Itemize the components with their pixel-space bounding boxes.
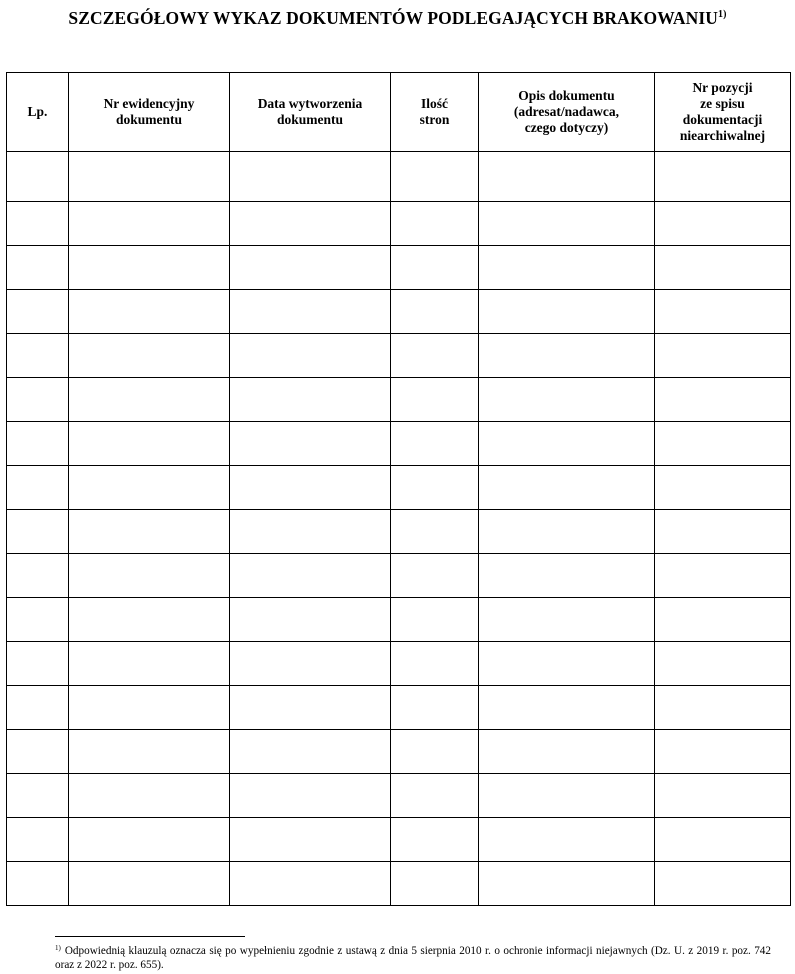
table-row — [7, 642, 791, 686]
table-cell[interactable] — [230, 246, 391, 290]
table-cell[interactable] — [230, 686, 391, 730]
table-cell[interactable] — [655, 774, 791, 818]
disposal-documents-table — [6, 72, 791, 906]
table-row — [7, 290, 791, 334]
table-cell[interactable] — [69, 730, 230, 774]
table-cell[interactable] — [69, 202, 230, 246]
table-cell[interactable] — [7, 730, 69, 774]
table-cell[interactable] — [7, 598, 69, 642]
table-cell[interactable] — [391, 730, 479, 774]
footnote — [55, 941, 771, 972]
table-cell[interactable] — [655, 510, 791, 554]
table-cell[interactable] — [479, 334, 655, 378]
table-cell[interactable] — [479, 466, 655, 510]
table-cell[interactable] — [655, 642, 791, 686]
table-row — [7, 774, 791, 818]
table-cell[interactable] — [230, 334, 391, 378]
table-cell[interactable] — [391, 290, 479, 334]
table-cell[interactable] — [479, 378, 655, 422]
table-row — [7, 510, 791, 554]
header-lp — [7, 73, 69, 152]
table-cell[interactable] — [230, 152, 391, 202]
table-cell[interactable] — [479, 598, 655, 642]
table-header-row — [7, 73, 791, 152]
title-footnote-marker: 1) — [718, 9, 727, 20]
table-cell[interactable] — [7, 152, 69, 202]
table-cell[interactable] — [69, 290, 230, 334]
table-cell[interactable] — [479, 422, 655, 466]
table-cell[interactable] — [655, 246, 791, 290]
table-cell[interactable] — [391, 378, 479, 422]
header-line: czego dotyczy) — [524, 120, 609, 135]
table-cell[interactable] — [655, 378, 791, 422]
table-cell[interactable] — [655, 862, 791, 906]
table-cell[interactable] — [7, 422, 69, 466]
table-cell[interactable] — [391, 466, 479, 510]
table-cell[interactable] — [230, 642, 391, 686]
table-cell[interactable] — [230, 510, 391, 554]
header-line: Nr pozycji — [692, 80, 753, 95]
table-cell[interactable] — [391, 862, 479, 906]
table-cell[interactable] — [230, 466, 391, 510]
table-cell[interactable] — [7, 334, 69, 378]
table-cell[interactable] — [479, 862, 655, 906]
table-cell[interactable] — [479, 246, 655, 290]
table-cell[interactable] — [7, 378, 69, 422]
table-cell[interactable] — [69, 378, 230, 422]
table-row — [7, 466, 791, 510]
table-row — [7, 152, 791, 202]
table-row — [7, 686, 791, 730]
table-cell[interactable] — [391, 152, 479, 202]
header-line: Ilość — [421, 96, 448, 111]
table-cell[interactable] — [479, 818, 655, 862]
table-cell[interactable] — [391, 554, 479, 598]
table-cell[interactable] — [391, 334, 479, 378]
header-line: Nr ewidencyjny — [103, 96, 195, 111]
footnote-divider — [55, 936, 245, 937]
table-row — [7, 422, 791, 466]
table-cell[interactable] — [69, 686, 230, 730]
table-row — [7, 334, 791, 378]
header-line: stron — [419, 112, 450, 127]
table-cell[interactable] — [479, 686, 655, 730]
table-cell[interactable] — [479, 290, 655, 334]
table-cell[interactable] — [69, 152, 230, 202]
table-cell[interactable] — [479, 642, 655, 686]
header-line: dokumentu — [276, 112, 344, 127]
table-cell[interactable] — [69, 422, 230, 466]
table-row — [7, 554, 791, 598]
table-cell[interactable] — [230, 862, 391, 906]
header-line: Data wytworzenia — [257, 96, 363, 111]
table-cell[interactable] — [479, 152, 655, 202]
table-cell[interactable] — [230, 554, 391, 598]
header-opis-dokumentu — [479, 73, 655, 152]
table-cell[interactable] — [655, 598, 791, 642]
table-cell[interactable] — [391, 642, 479, 686]
table-cell[interactable] — [7, 466, 69, 510]
table-cell[interactable] — [230, 290, 391, 334]
table-cell[interactable] — [391, 598, 479, 642]
table-cell[interactable] — [7, 862, 69, 906]
table-cell[interactable] — [69, 818, 230, 862]
table-cell[interactable] — [7, 554, 69, 598]
footnote-marker: 1) — [55, 944, 61, 952]
table-cell[interactable] — [69, 642, 230, 686]
table-cell[interactable] — [479, 554, 655, 598]
header-nr-pozycji — [655, 73, 791, 152]
table-cell[interactable] — [655, 686, 791, 730]
table-cell[interactable] — [479, 730, 655, 774]
table-cell[interactable] — [391, 202, 479, 246]
table-cell[interactable] — [655, 202, 791, 246]
header-line: Lp. — [27, 104, 48, 119]
table-cell[interactable] — [69, 466, 230, 510]
table-body — [7, 152, 791, 906]
page-title — [0, 8, 795, 29]
table-cell[interactable] — [69, 510, 230, 554]
table-cell[interactable] — [230, 202, 391, 246]
table-cell[interactable] — [69, 246, 230, 290]
table-cell[interactable] — [7, 246, 69, 290]
table-cell[interactable] — [69, 598, 230, 642]
table-cell[interactable] — [230, 378, 391, 422]
table-cell[interactable] — [69, 334, 230, 378]
table-row — [7, 598, 791, 642]
table-cell[interactable] — [230, 818, 391, 862]
table-cell[interactable] — [7, 686, 69, 730]
header-ilosc-stron — [391, 73, 479, 152]
table-cell[interactable] — [391, 774, 479, 818]
table-cell[interactable] — [7, 818, 69, 862]
table-cell[interactable] — [7, 202, 69, 246]
table-cell[interactable] — [230, 730, 391, 774]
table-cell[interactable] — [230, 422, 391, 466]
table-cell[interactable] — [655, 554, 791, 598]
table-cell[interactable] — [7, 774, 69, 818]
header-line: dokumentacji — [682, 112, 763, 127]
table-cell[interactable] — [391, 686, 479, 730]
header-line: ze spisu — [700, 96, 745, 111]
title-text: SZCZEGÓŁOWY WYKAZ DOKUMENTÓW PODLEGAJĄCYCH BRAKOWANIU — [68, 8, 719, 28]
header-line: Opis dokumentu — [518, 88, 615, 103]
table-cell[interactable] — [391, 510, 479, 554]
table-cell[interactable] — [7, 510, 69, 554]
table-cell[interactable] — [479, 202, 655, 246]
table-cell[interactable] — [655, 152, 791, 202]
table-cell[interactable] — [391, 422, 479, 466]
table-cell[interactable] — [655, 466, 791, 510]
table-cell[interactable] — [479, 774, 655, 818]
table-cell[interactable] — [69, 862, 230, 906]
table-cell[interactable] — [655, 818, 791, 862]
table-cell[interactable] — [479, 510, 655, 554]
table-row — [7, 862, 791, 906]
table-cell[interactable] — [7, 290, 69, 334]
table-cell[interactable] — [391, 818, 479, 862]
table-cell[interactable] — [69, 774, 230, 818]
table-cell[interactable] — [69, 554, 230, 598]
table-cell[interactable] — [655, 730, 791, 774]
table-cell[interactable] — [391, 246, 479, 290]
header-line: dokumentu — [115, 112, 183, 127]
table-row — [7, 818, 791, 862]
footnote-text: Odpowiednią klauzulą oznacza się po wypełnieniu zgodnie z ustawą z dnia 5 sierpnia 2010 r. o ochronie informacji niejawnych (Dz. U. z 2019 r. poz. 742 oraz z 2022 r. poz. 655). — [55, 945, 771, 971]
table-cell[interactable] — [230, 774, 391, 818]
table-row — [7, 202, 791, 246]
header-line: (adresat/nadawca, — [513, 104, 620, 119]
table-cell[interactable] — [230, 598, 391, 642]
table-cell[interactable] — [655, 290, 791, 334]
header-data-wytworzenia — [230, 73, 391, 152]
header-line: niearchiwalnej — [679, 128, 766, 143]
table-row — [7, 378, 791, 422]
header-nr-ewidencyjny — [69, 73, 230, 152]
table-row — [7, 730, 791, 774]
table-cell[interactable] — [655, 334, 791, 378]
table-row — [7, 246, 791, 290]
table-cell[interactable] — [7, 642, 69, 686]
table-cell[interactable] — [655, 422, 791, 466]
